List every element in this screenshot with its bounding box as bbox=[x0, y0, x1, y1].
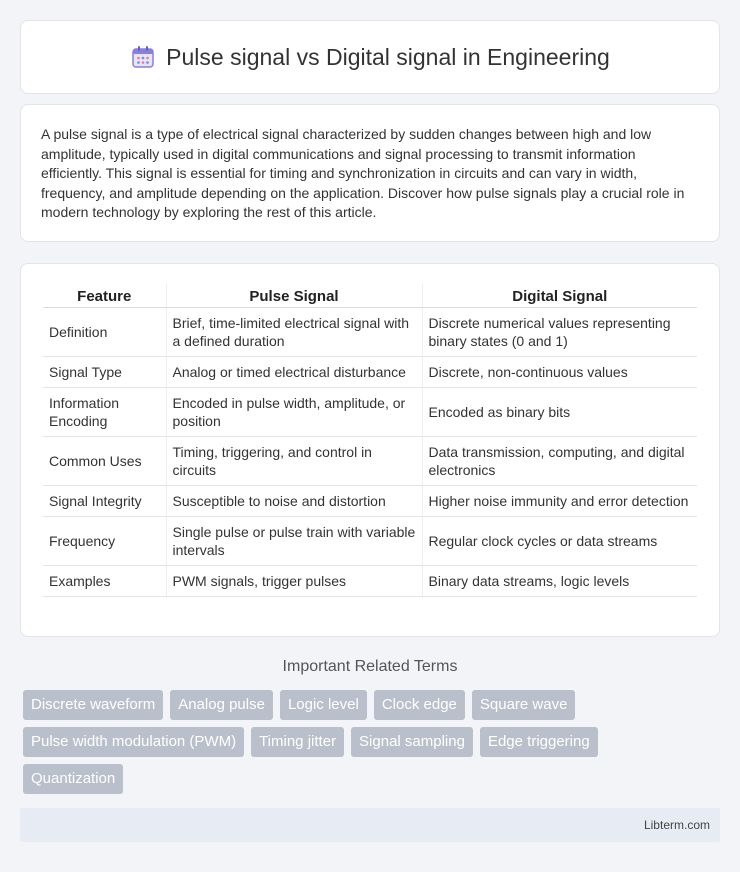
related-term-tag[interactable]: Quantization bbox=[23, 764, 123, 794]
pulse-cell: Brief, time-limited electrical signal with a defined duration bbox=[166, 308, 422, 357]
feature-cell: Common Uses bbox=[43, 437, 166, 486]
pulse-cell: Susceptible to noise and distortion bbox=[166, 486, 422, 517]
pulse-cell: Analog or timed electrical disturbance bbox=[166, 357, 422, 388]
related-terms-title: Important Related Terms bbox=[282, 658, 458, 675]
table-row bbox=[43, 486, 697, 517]
feature-cell: Signal Integrity bbox=[43, 486, 166, 517]
related-term-tag[interactable]: Timing jitter bbox=[251, 727, 344, 757]
intro-card bbox=[20, 104, 720, 242]
digital-cell: Regular clock cycles or data streams bbox=[422, 517, 697, 566]
related-term-tag[interactable]: Logic level bbox=[280, 690, 367, 720]
pulse-cell: PWM signals, trigger pulses bbox=[166, 566, 422, 597]
column-header: Pulse Signal bbox=[166, 284, 422, 308]
comparison-card bbox=[20, 263, 720, 637]
table-header-row bbox=[43, 284, 697, 308]
digital-cell: Encoded as binary bits bbox=[422, 388, 697, 437]
column-header: Digital Signal bbox=[422, 284, 697, 308]
related-term-tag[interactable]: Clock edge bbox=[374, 690, 465, 720]
digital-cell: Data transmission, computing, and digital electronics bbox=[422, 437, 697, 486]
intro-text: A pulse signal is a type of electrical signal characterized by sudden changes between high and low amplitude, typically used in digital communications and signal processing to transmit information efficiently. This signal is essential for timing and synchronization in circuits and can vary in width, frequency, and amplitude depending on the application. Discover how pulse signals play a crucial role in modern technology by exploring the rest of this article. bbox=[41, 126, 685, 221]
calendar-icon bbox=[130, 44, 156, 70]
feature-cell: Information Encoding bbox=[43, 388, 166, 437]
related-term-tag[interactable]: Discrete waveform bbox=[23, 690, 163, 720]
related-terms-list bbox=[23, 690, 683, 794]
related-term-tag[interactable]: Edge triggering bbox=[480, 727, 598, 757]
related-term-tag[interactable]: Signal sampling bbox=[351, 727, 473, 757]
footer-site-link[interactable]: Libterm.com bbox=[643, 818, 710, 832]
feature-cell: Examples bbox=[43, 566, 166, 597]
footer bbox=[20, 808, 720, 842]
feature-cell: Frequency bbox=[43, 517, 166, 566]
feature-cell: Signal Type bbox=[43, 357, 166, 388]
related-term-tag[interactable]: Square wave bbox=[472, 690, 576, 720]
digital-cell: Discrete, non-continuous values bbox=[422, 357, 697, 388]
feature-cell: Definition bbox=[43, 308, 166, 357]
table-row bbox=[43, 308, 697, 357]
page-title: Pulse signal vs Digital signal in Engineering bbox=[166, 43, 610, 70]
column-header: Feature bbox=[43, 284, 166, 308]
table-row bbox=[43, 566, 697, 597]
digital-cell: Discrete numerical values representing binary states (0 and 1) bbox=[422, 308, 697, 357]
related-term-tag[interactable]: Analog pulse bbox=[170, 690, 273, 720]
table-row bbox=[43, 388, 697, 437]
digital-cell: Binary data streams, logic levels bbox=[422, 566, 697, 597]
table-row bbox=[43, 517, 697, 566]
table-row bbox=[43, 357, 697, 388]
pulse-cell: Single pulse or pulse train with variable intervals bbox=[166, 517, 422, 566]
header-card bbox=[20, 20, 720, 94]
pulse-cell: Encoded in pulse width, amplitude, or position bbox=[166, 388, 422, 437]
digital-cell: Higher noise immunity and error detection bbox=[422, 486, 697, 517]
related-term-tag[interactable]: Pulse width modulation (PWM) bbox=[23, 727, 244, 757]
pulse-cell: Timing, triggering, and control in circuits bbox=[166, 437, 422, 486]
table-row bbox=[43, 437, 697, 486]
comparison-table bbox=[43, 284, 697, 597]
